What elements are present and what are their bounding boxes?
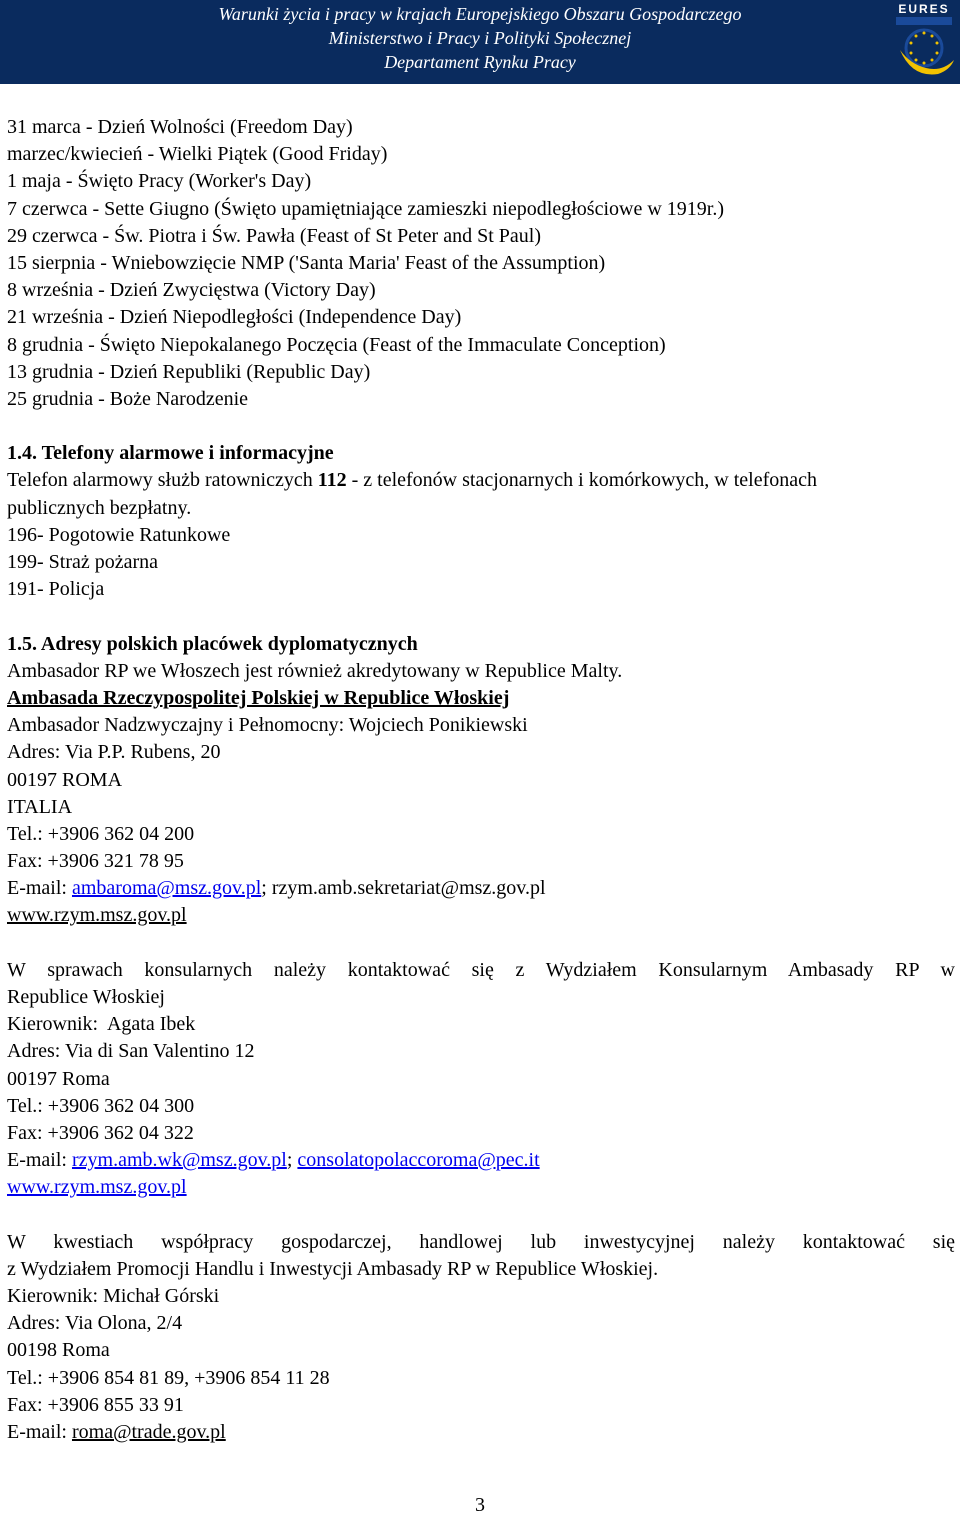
trade-detail: Kierownik: Michał Górski: [7, 1285, 220, 1308]
embassy-detail: ITALIA: [7, 795, 73, 818]
eures-logo: [892, 0, 956, 82]
trade-detail: 00198 Roma: [7, 1339, 110, 1362]
trade-paragraph-line-2: z Wydziałem Promocji Handlu i Inwestycji Ambasady RP w Republice Włoskiej.: [7, 1257, 659, 1280]
holiday-item: 1 maja - Święto Pracy (Worker's Day): [7, 170, 312, 193]
emergency-text-line2: publicznych bezpłatny.: [7, 496, 192, 519]
section-heading-1-5: 1.5. Adresy polskich placówek dyplomatycznych: [7, 632, 418, 655]
embassy-website-link[interactable]: www.rzym.msz.gov.pl: [7, 904, 187, 927]
emergency-text: [7, 467, 955, 494]
holiday-item: 13 grudnia - Dzień Republiki (Republic Day): [7, 360, 371, 383]
consular-email-link-2[interactable]: consolatopolaccoroma@pec.it: [297, 1149, 540, 1172]
consular-detail: Adres: Via di San Valentino 12: [7, 1040, 255, 1063]
embassy-detail: Fax: +3906 321 78 95: [7, 850, 184, 873]
section-diplomatic-addresses: [7, 631, 955, 1447]
email-label: E-mail:: [7, 1149, 72, 1172]
embassy-detail: Ambasador Nadzwyczajny i Pełnomocny: Wojciech Ponikiewski: [7, 714, 528, 737]
eures-logo-text: EURES: [898, 2, 950, 16]
trade-detail: Adres: Via Olona, 2/4: [7, 1312, 183, 1335]
trade-detail: Tel.: +3906 854 81 89, +3906 854 11 28: [7, 1366, 330, 1389]
holiday-item: 8 grudnia - Święto Niepokalanego Poczęcia (Feast of the Immaculate Conception): [7, 333, 666, 356]
email-label: E-mail:: [7, 1421, 72, 1443]
section-emergency-numbers: [7, 440, 955, 603]
consular-paragraph-line-1: W sprawach konsularnych należy kontaktować się z Wydziałem Konsularnym Ambasady RP w: [7, 958, 955, 981]
emergency-text-before: Telefon alarmowy służb ratowniczych: [7, 469, 318, 492]
holiday-item: marzec/kwiecień - Wielki Piątek (Good Friday): [7, 143, 388, 166]
consular-detail: Kierownik: Agata Ibek: [7, 1013, 196, 1036]
section-heading-1-4: 1.4. Telefony alarmowe i informacyjne: [7, 442, 334, 465]
holiday-item: 21 września - Dzień Niepodległości (Independence Day): [7, 306, 462, 329]
consular-website-link[interactable]: www.rzym.msz.gov.pl: [7, 1176, 187, 1199]
ambassador-intro: Ambasador RP we Włoszech jest również akredytowany w Republice Malty.: [7, 659, 623, 682]
embassy-detail: 00197 ROMA: [7, 768, 123, 791]
trade-email-link[interactable]: roma@trade.gov.pl: [71, 1421, 226, 1443]
embassy-email-link[interactable]: ambaroma@msz.gov.pl: [71, 877, 262, 900]
holiday-item: 8 września - Dzień Zwycięstwa (Victory Day): [7, 279, 376, 302]
consular-email-link-1[interactable]: rzym.amb.wk@msz.gov.pl: [71, 1149, 287, 1172]
holiday-item: 25 grudnia - Boże Narodzenie: [7, 387, 249, 410]
page-number: 3: [475, 1494, 485, 1516]
trade-paragraph-line-1: W kwestiach współpracy gospodarczej, handlowej lub inwestycyjnej należy kontaktować się: [7, 1230, 955, 1253]
email-separator: ;: [286, 1149, 298, 1172]
header-line-2: Ministerstwo i Pracy i Polityki Społecznej: [328, 28, 632, 48]
embassy-email-secondary: ; rzym.amb.sekretariat@msz.gov.pl: [261, 877, 546, 900]
consular-detail: Tel.: +3906 362 04 300: [7, 1094, 195, 1117]
consular-detail: Fax: +3906 362 04 322: [7, 1121, 194, 1144]
embassy-title: [7, 685, 955, 712]
holiday-list: [7, 114, 955, 413]
emergency-item: 196- Pogotowie Ratunkowe: [7, 523, 231, 546]
embassy-detail: Adres: Via P.P. Rubens, 20: [7, 741, 221, 764]
emergency-text-after: - z telefonów stacjonarnych i komórkowych, w telefonach: [346, 469, 817, 492]
embassy-website: [7, 902, 955, 929]
emergency-item: 199- Straż pożarna: [7, 551, 159, 573]
consular-paragraph-line-2: Republice Włoskiej: [7, 986, 165, 1008]
embassy-detail: Tel.: +3906 362 04 200: [7, 822, 195, 845]
emergency-number: 112: [317, 469, 347, 492]
holiday-item: 15 sierpnia - Wniebowzięcie NMP ('Santa Maria' Feast of the Assumption): [7, 251, 606, 274]
embassy-title-text: Ambasada Rzeczypospolitej Polskiej w Republice Włoskiej: [7, 686, 510, 709]
page-header: [0, 0, 960, 84]
header-line-3: Departament Rynku Pracy: [384, 52, 576, 72]
document-body: [7, 114, 955, 1446]
embassy-email: [7, 875, 955, 902]
header-title: [0, 2, 960, 74]
consular-detail: 00197 Roma: [7, 1067, 110, 1090]
holiday-item: 31 marca - Dzień Wolności (Freedom Day): [7, 116, 353, 138]
emergency-item: 191- Policja: [7, 578, 105, 601]
holiday-item: 7 czerwca - Sette Giugno (Święto upamiętniające zamieszki niepodległościowe w 1919r.): [7, 197, 724, 220]
trade-email: [7, 1419, 955, 1446]
consular-website: [7, 1174, 955, 1201]
email-label: E-mail:: [7, 877, 72, 900]
header-line-1: Warunki życia i pracy w krajach Europejskiego Obszaru Gospodarczego: [218, 4, 742, 24]
trade-detail: Fax: +3906 855 33 91: [7, 1393, 184, 1416]
holiday-item: 29 czerwca - Św. Piotra i Św. Pawła (Feast of St Peter and St Paul): [7, 224, 541, 247]
consular-email: [7, 1147, 955, 1174]
